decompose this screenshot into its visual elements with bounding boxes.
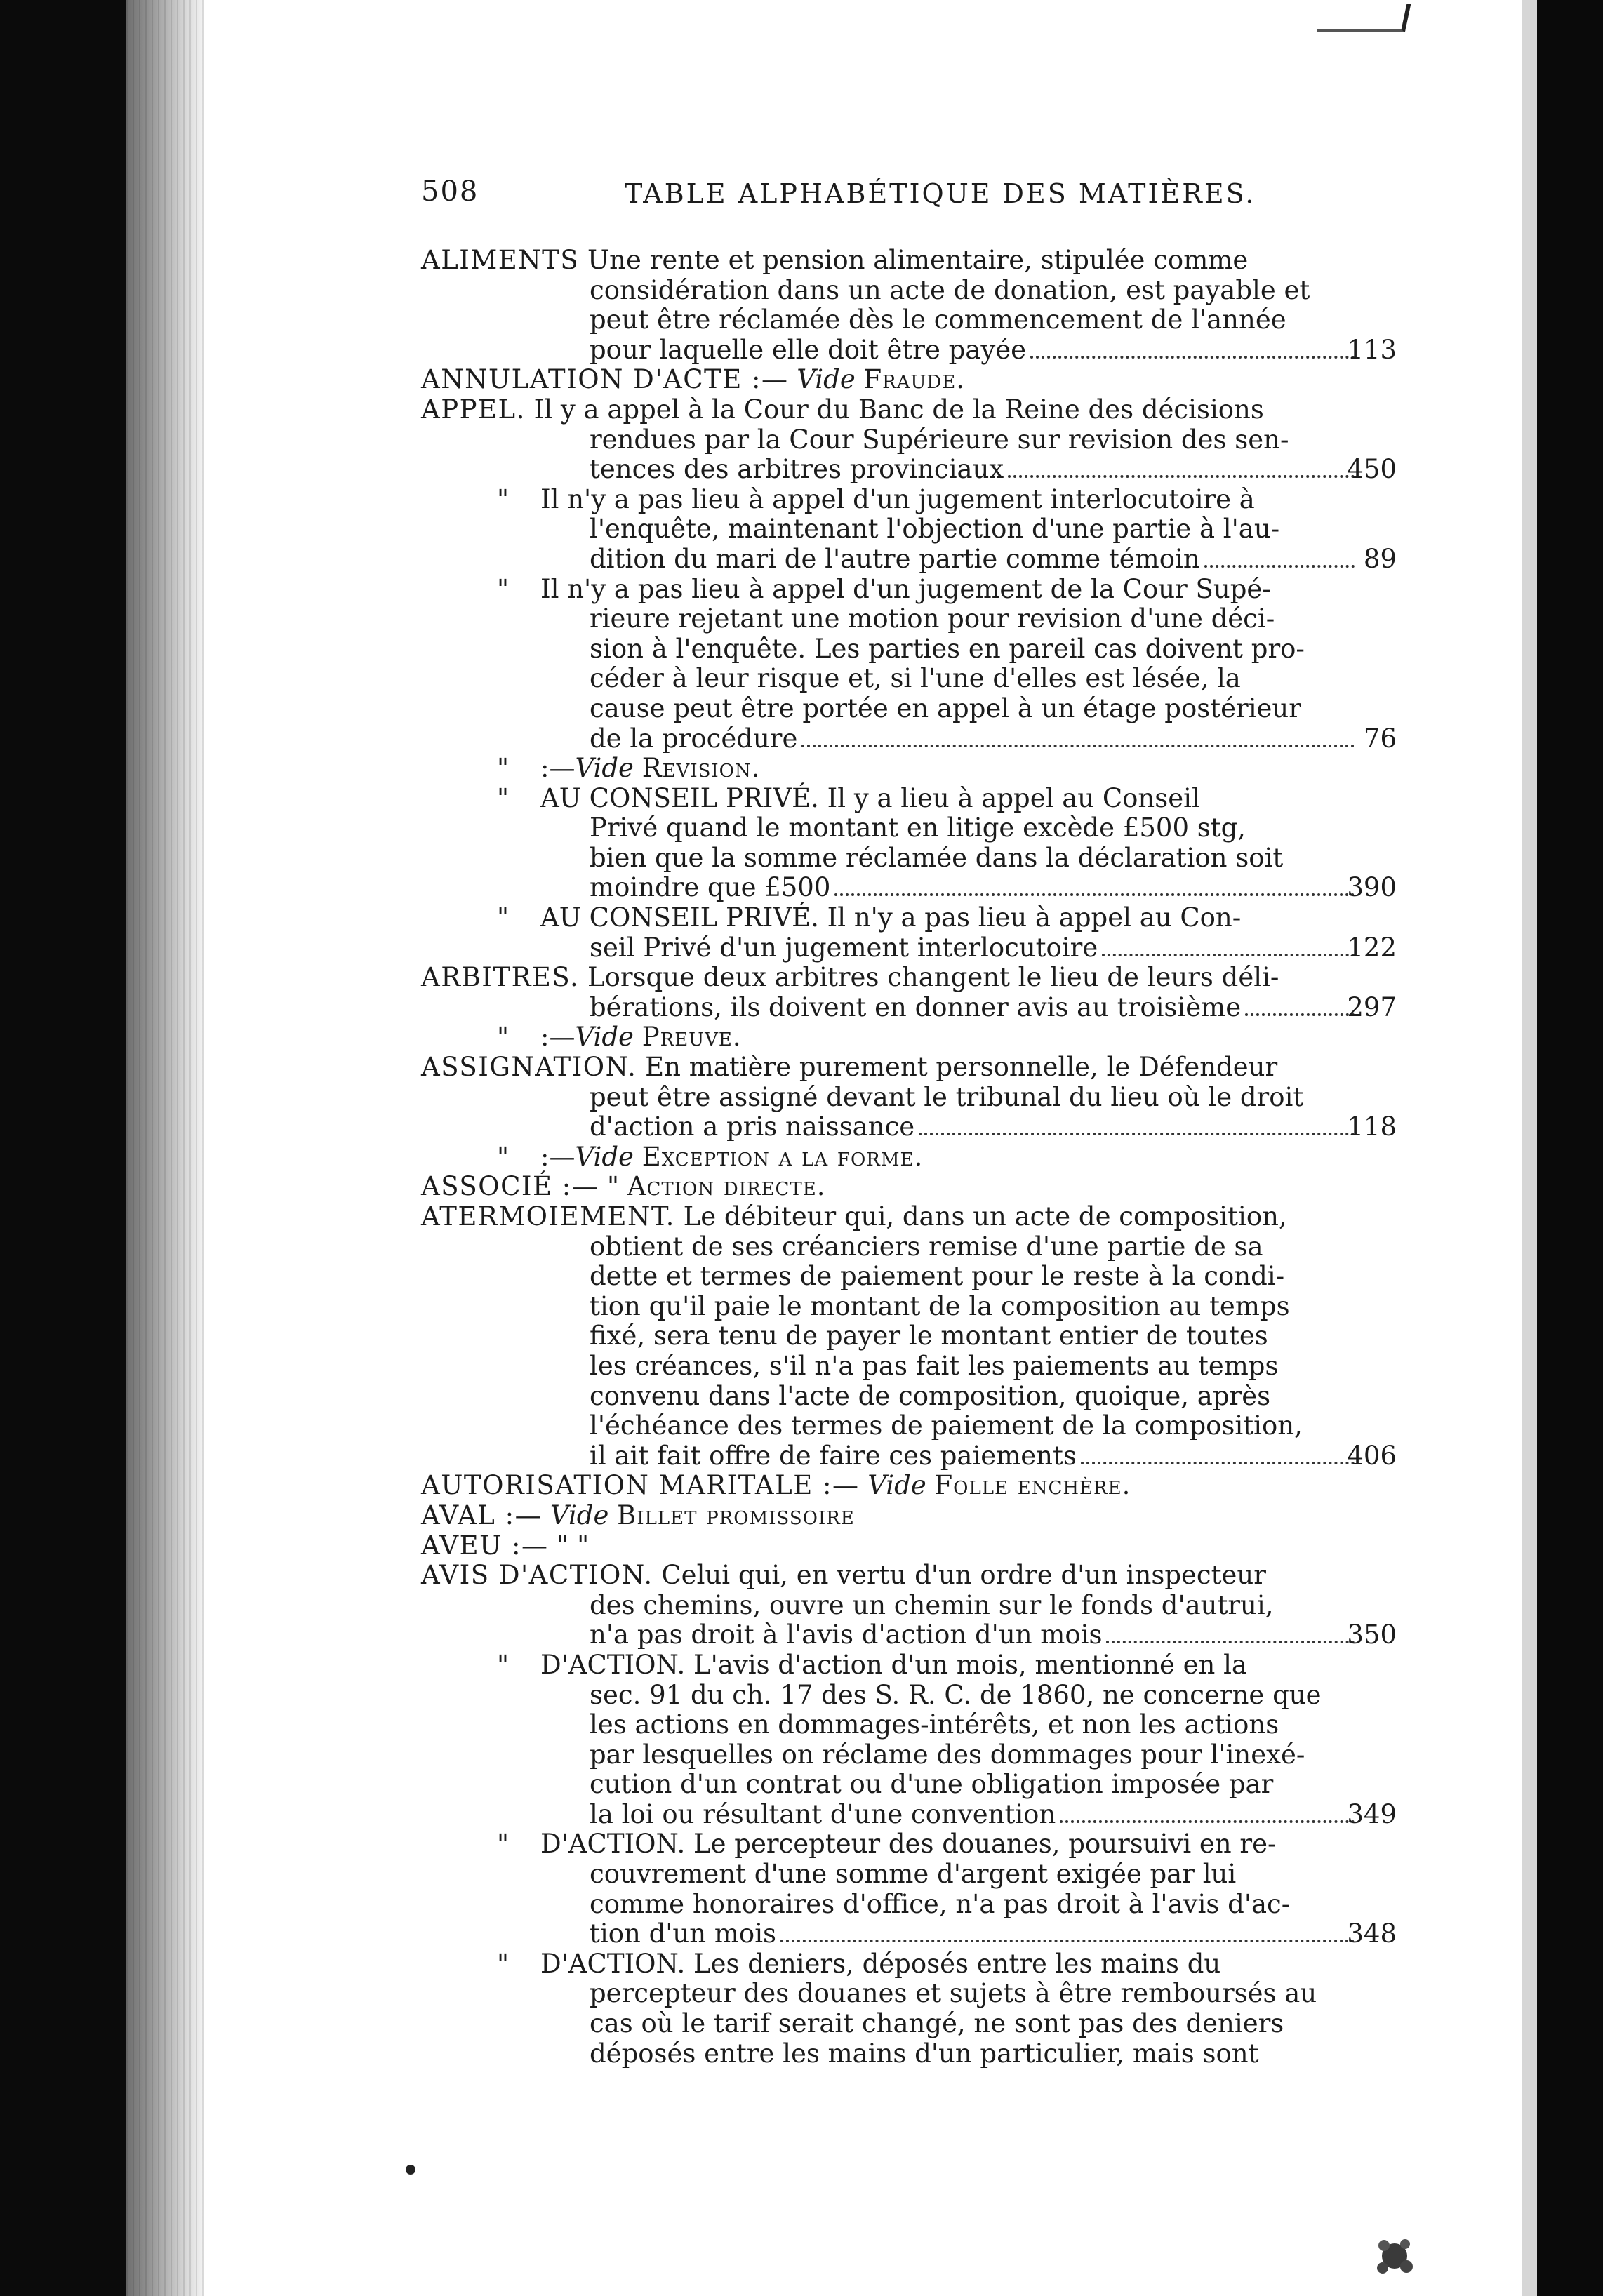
leader-dots: [1102, 952, 1355, 956]
entry-first-line: [421, 365, 1397, 395]
page-header: [421, 175, 1397, 218]
ditto-mark: ": [497, 902, 510, 933]
entry-continuation-line: [421, 425, 1397, 455]
entry-continuation-line: [421, 813, 1397, 843]
entry-text: des chemins, ouvre un chemin sur le fonds d'autrui,: [590, 1589, 1274, 1620]
entry-last-line: [421, 993, 1397, 1023]
index-entry: [421, 1022, 1397, 1053]
index-entry: [421, 903, 1397, 963]
leader-dots: [1081, 1460, 1355, 1464]
entry-text: Le débiteur qui, dans un acte de composition,: [683, 1201, 1287, 1232]
cross-reference: Exception a la forme.: [641, 1141, 924, 1172]
entry-text: Privé quand le montant en litige excède £500 stg,: [590, 813, 1246, 843]
entry-first-line: [421, 1022, 1397, 1053]
page-reference: 297: [1347, 992, 1397, 1022]
entry-text: AU CONSEIL PRIVÉ. Il n'y a pas lieu à appel au Con-: [540, 902, 1242, 933]
cross-reference: Revision.: [641, 753, 761, 784]
index-entry: [421, 1471, 1397, 1501]
corner-scan-mark: [1317, 4, 1411, 32]
entry-continuation-line: [421, 1411, 1397, 1441]
entry-text: convenu dans l'acte de composition, quoique, après: [590, 1380, 1271, 1411]
entry-heading: AVAL :—: [421, 1500, 543, 1530]
entry-last-line: [421, 933, 1397, 963]
ink-smudge-ornament: [1363, 2224, 1426, 2288]
entry-continuation-line: [421, 1591, 1397, 1621]
entry-first-line: [421, 903, 1397, 933]
cross-reference: Action directe.: [627, 1171, 826, 1202]
entry-text: fixé, sera tenu de payer le montant entier de toutes: [590, 1321, 1268, 1351]
entry-text: dition du mari de l'autre partie comme témoin: [590, 543, 1200, 574]
entry-text: cause peut être portée en appel à un étage postérieur: [590, 693, 1301, 723]
index-entry: [421, 784, 1397, 903]
cross-reference: Preuve.: [641, 1022, 742, 1053]
entry-text: de la procédure: [590, 723, 798, 754]
entry-continuation-line: [421, 634, 1397, 665]
entry-text: rendues par la Cour Supérieure sur revision des sen-: [590, 424, 1289, 455]
entry-last-line: [421, 1112, 1397, 1142]
entry-text: couvrement d'une somme d'argent exigée par lui: [590, 1859, 1237, 1890]
entry-first-line: [421, 246, 1397, 276]
index-entry: [421, 246, 1397, 365]
cross-reference: Folle enchère.: [934, 1470, 1131, 1501]
entry-text: tion d'un mois: [590, 1918, 777, 1949]
entry-text: l'enquête, maintenant l'objection d'une partie à l'au-: [590, 514, 1280, 545]
ditto-mark: ": [497, 573, 510, 604]
ditto-mark: ": [497, 1948, 510, 1979]
entry-first-line: [421, 485, 1397, 515]
entry-continuation-line: [421, 1232, 1397, 1262]
index-entry: [421, 754, 1397, 784]
entry-text: cution d'un contrat ou d'une obligation imposée par: [590, 1769, 1274, 1800]
entry-first-line: [421, 754, 1397, 784]
page-reference: 406: [1347, 1440, 1397, 1471]
ditto-mark: ": [497, 1141, 510, 1172]
ditto-mark: ": [497, 1649, 510, 1680]
entry-text: l'échéance des termes de paiement de la composition,: [590, 1410, 1303, 1441]
entry-heading: ATERMOIEMENT.: [421, 1201, 675, 1232]
ditto-mark: ": [497, 1022, 510, 1053]
entry-text: percepteur des douanes et sujets à être remboursés au: [590, 1978, 1317, 2009]
entry-text: les créances, s'il n'a pas fait les paiements au temps: [590, 1350, 1279, 1381]
entry-first-line: [421, 1531, 1397, 1561]
entry-text: d'action a pris naissance: [590, 1112, 915, 1142]
index-entry: [421, 1829, 1397, 1949]
entry-continuation-line: [421, 1710, 1397, 1740]
entry-heading: ASSIGNATION.: [421, 1052, 637, 1083]
entry-first-line: [421, 1202, 1397, 1232]
entry-text: cas où le tarif serait changé, ne sont pas des deniers: [590, 2008, 1284, 2039]
entry-text: bien que la somme réclamée dans la déclaration soit: [590, 842, 1284, 873]
entry-text: dette et termes de paiement pour le reste à la condi-: [590, 1261, 1285, 1292]
entry-first-line: [421, 1471, 1397, 1501]
leader-dots: [919, 1131, 1355, 1135]
ditto-mark: ": [497, 782, 510, 813]
leader-dots: [780, 1938, 1355, 1942]
entry-first-line: [421, 1142, 1397, 1173]
index-entry: [421, 1949, 1397, 2069]
entry-text: céder à leur risque et, si l'une d'elles est lésée, la: [590, 663, 1241, 694]
entry-text: obtient de ses créanciers remise d'une partie de sa: [590, 1231, 1263, 1262]
entry-text: Il n'y a pas lieu à appel d'un jugement interlocutoire à: [540, 483, 1255, 514]
cross-ref-dash: :—: [540, 753, 576, 784]
page-reference: 450: [1347, 454, 1397, 485]
index-entry: [421, 1501, 1397, 1531]
entry-heading: ASSOCIÉ :—: [421, 1171, 599, 1202]
entry-last-line: [421, 724, 1397, 754]
entry-text: Une rente et pension alimentaire, stipulée comme: [587, 245, 1249, 275]
entry-first-line: [421, 963, 1397, 993]
vide-label: Vide: [797, 364, 864, 395]
entry-text: tences des arbitres provinciaux: [590, 454, 1004, 485]
entry-continuation-line: [421, 604, 1397, 634]
entry-continuation-line: [421, 843, 1397, 874]
entry-text: sion à l'enquête. Les parties en pareil cas doivent pro-: [590, 633, 1305, 664]
entry-first-line: [421, 1053, 1397, 1083]
entry-continuation-line: [421, 664, 1397, 694]
entry-continuation-line: [421, 305, 1397, 335]
page-number: 508: [421, 175, 479, 208]
page-reference: 122: [1347, 932, 1397, 963]
entry-continuation-line: [421, 514, 1397, 545]
entry-text: par lesquelles on réclame des dommages pour l'inexé-: [590, 1739, 1305, 1770]
entry-first-line: [421, 1172, 1397, 1202]
entry-text: pour laquelle elle doit être payée: [590, 334, 1027, 365]
page-reference: 118: [1347, 1112, 1397, 1142]
entry-heading: AVEU :—: [421, 1530, 549, 1561]
entry-text: il ait fait offre de faire ces paiements: [590, 1440, 1077, 1471]
entry-text: D'ACTION. Les deniers, déposés entre les mains du: [540, 1948, 1221, 1979]
entry-text: En matière purement personnelle, le Défendeur: [645, 1052, 1278, 1083]
page-reference: 89: [1363, 543, 1397, 574]
vide-label: Vide: [575, 1141, 642, 1172]
entry-heading: ARBITRES.: [421, 962, 580, 993]
entry-text: AU CONSEIL PRIVÉ. Il y a lieu à appel au Conseil: [540, 782, 1200, 813]
page-stack-edge: [126, 0, 204, 2296]
entry-text: peut être réclamée dès le commencement de l'année: [590, 305, 1286, 335]
entry-continuation-line: [421, 276, 1397, 306]
index-entry: [421, 1561, 1397, 1650]
index-entry: [421, 1172, 1397, 1202]
index-entry: [421, 395, 1397, 485]
entry-text: peut être assigné devant le tribunal du lieu où le droit: [590, 1081, 1304, 1112]
entry-text: Celui qui, en vertu d'un ordre d'un inspecteur: [661, 1560, 1266, 1591]
entry-text: les actions en dommages-intérêts, et non les actions: [590, 1709, 1279, 1740]
scan-border-left: [0, 0, 126, 2296]
running-title: TABLE ALPHABÉTIQUE DES MATIÈRES.: [625, 178, 1256, 209]
entry-continuation-line: [421, 2039, 1397, 2069]
page-reference: 76: [1363, 723, 1397, 754]
leader-dots: [834, 892, 1355, 896]
entry-continuation-line: [421, 1262, 1397, 1292]
index-entries: [421, 246, 1397, 2069]
vide-label: Vide: [575, 753, 642, 784]
entry-continuation-line: [421, 694, 1397, 724]
ditto-mark: ": [497, 483, 510, 514]
page-reference: 349: [1347, 1798, 1397, 1829]
index-entry: [421, 963, 1397, 1022]
entry-first-line: [421, 1650, 1397, 1681]
entry-last-line: [421, 1441, 1397, 1471]
entry-heading: AUTORISATION MARITALE :—: [421, 1470, 860, 1501]
cross-reference: Fraude.: [863, 364, 966, 395]
vide-label: Vide: [550, 1500, 618, 1530]
entry-text: tion qu'il paie le montant de la composition au temps: [590, 1290, 1290, 1321]
entry-first-line: [421, 1949, 1397, 1980]
scan-border-right: [1537, 0, 1603, 2296]
entry-continuation-line: [421, 1681, 1397, 1711]
index-entry: [421, 485, 1397, 575]
index-entry: [421, 1142, 1397, 1173]
page-reference: 348: [1347, 1918, 1397, 1949]
cross-ref-dash: :—: [540, 1022, 576, 1053]
page-reference: 390: [1347, 872, 1397, 903]
entry-last-line: [421, 455, 1397, 485]
entry-last-line: [421, 873, 1397, 903]
entry-continuation-line: [421, 1321, 1397, 1351]
cross-reference: Billet promissoire: [617, 1500, 855, 1530]
entry-continuation-line: [421, 1083, 1397, 1113]
leader-dots: [1204, 563, 1355, 568]
entry-text: Il y a appel à la Cour du Banc de la Reine des décisions: [533, 394, 1264, 425]
entry-continuation-line: [421, 1292, 1397, 1322]
leader-dots: [1245, 1012, 1355, 1016]
page-gutter-right: [1522, 0, 1537, 2296]
entry-heading: ALIMENTS: [421, 245, 580, 275]
entry-text: seil Privé d'un jugement interlocutoire: [590, 932, 1098, 963]
entry-heading: ANNULATION D'ACTE :—: [421, 364, 789, 395]
index-entry: [421, 1202, 1397, 1471]
entry-text: comme honoraires d'office, n'a pas droit à l'avis d'ac-: [590, 1888, 1291, 1919]
entry-text: sec. 91 du ch. 17 des S. R. C. de 1860, ne concerne que: [590, 1679, 1322, 1710]
entry-last-line: [421, 335, 1397, 366]
entry-last-line: [421, 1800, 1397, 1830]
entry-text: considération dans un acte de donation, est payable et: [590, 274, 1310, 305]
entry-text: bérations, ils doivent en donner avis au troisième: [590, 992, 1242, 1022]
index-entry: [421, 1531, 1397, 1561]
vide-label: Vide: [867, 1470, 935, 1501]
entry-last-line: [421, 1620, 1397, 1650]
entry-text: moindre que £500: [590, 872, 831, 903]
entry-first-line: [421, 1829, 1397, 1860]
leader-dots: [1106, 1639, 1355, 1643]
cross-ref-dash: :—: [540, 1141, 576, 1172]
ditto-mark: " ": [557, 1530, 590, 1561]
entry-text: Il n'y a pas lieu à appel d'un jugement de la Cour Supé-: [540, 573, 1271, 604]
entry-text: D'ACTION. L'avis d'action d'un mois, mentionné en la: [540, 1649, 1247, 1680]
entry-continuation-line: [421, 1770, 1397, 1800]
ditto-mark: ": [607, 1171, 627, 1202]
entry-text: la loi ou résultant d'une convention: [590, 1798, 1056, 1829]
entry-heading: APPEL.: [421, 394, 526, 425]
index-entry: [421, 575, 1397, 754]
entry-first-line: [421, 395, 1397, 425]
leader-dots: [1060, 1819, 1355, 1823]
entry-continuation-line: [421, 1351, 1397, 1382]
entry-first-line: [421, 784, 1397, 814]
entry-text: rieure rejetant une motion pour revision d'une déci-: [590, 603, 1275, 634]
entry-text: n'a pas droit à l'avis d'action d'un mois: [590, 1620, 1103, 1650]
entry-text: déposés entre les mains d'un particulier, mais sont: [590, 2038, 1259, 2069]
entry-continuation-line: [421, 1382, 1397, 1412]
page-reference: 113: [1347, 334, 1397, 365]
leader-dots: [802, 743, 1355, 747]
ditto-mark: ": [497, 753, 510, 784]
entry-first-line: [421, 575, 1397, 605]
document-page: [421, 175, 1397, 2069]
ditto-mark: ": [497, 1829, 510, 1860]
entry-text: Lorsque deux arbitres changent le lieu de leurs déli-: [587, 962, 1279, 993]
entry-continuation-line: [421, 1979, 1397, 2009]
page-reference: 350: [1347, 1620, 1397, 1650]
entry-text: D'ACTION. Le percepteur des douanes, poursuivi en re-: [540, 1829, 1277, 1860]
index-entry: [421, 1053, 1397, 1142]
entry-continuation-line: [421, 1860, 1397, 1890]
entry-continuation-line: [421, 1890, 1397, 1920]
leader-dots: [1008, 474, 1355, 478]
entry-first-line: [421, 1561, 1397, 1591]
entry-last-line: [421, 545, 1397, 575]
vide-label: Vide: [575, 1022, 642, 1053]
ink-dot: [406, 2165, 415, 2175]
entry-continuation-line: [421, 1740, 1397, 1770]
entry-heading: AVIS D'ACTION.: [421, 1560, 653, 1591]
index-entry: [421, 365, 1397, 395]
index-entry: [421, 1650, 1397, 1830]
entry-continuation-line: [421, 2009, 1397, 2039]
entry-first-line: [421, 1501, 1397, 1531]
entry-last-line: [421, 1919, 1397, 1949]
leader-dots: [1030, 354, 1355, 359]
